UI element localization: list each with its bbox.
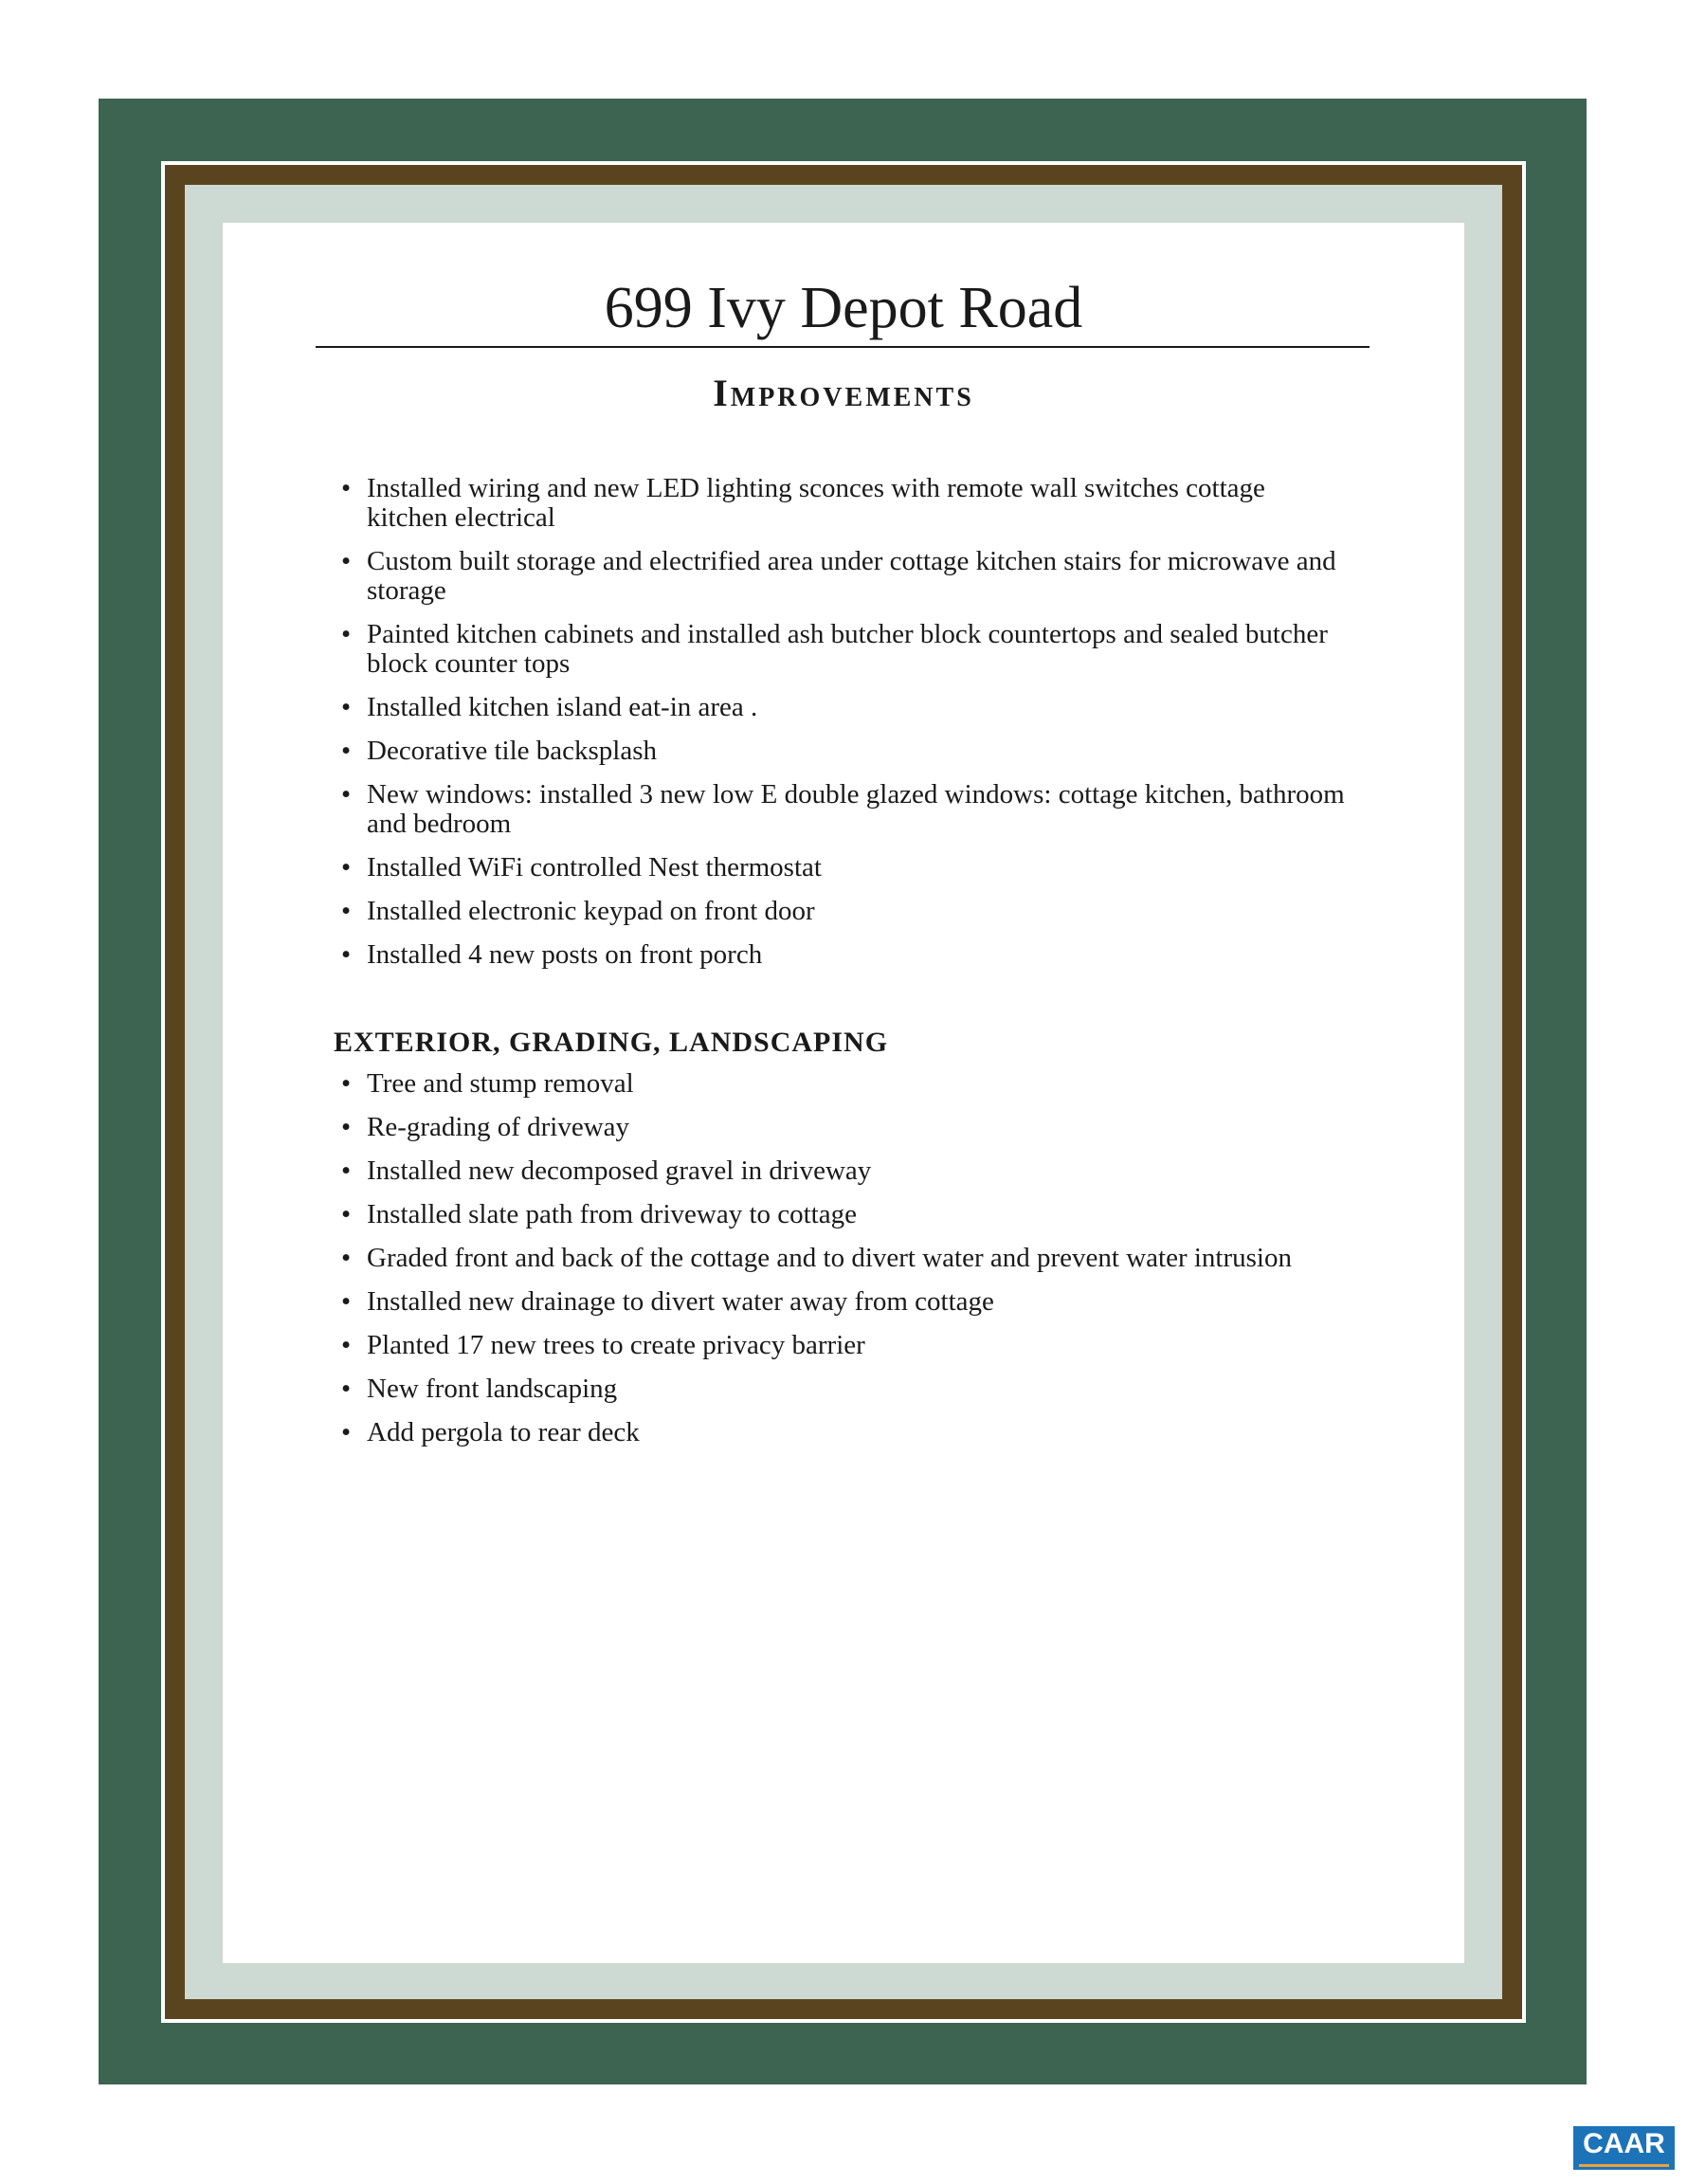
list-item xyxy=(341,780,1346,839)
bullet-icon: • xyxy=(341,1243,352,1273)
list-item xyxy=(341,1374,1346,1404)
list-item xyxy=(341,1418,1346,1447)
improvements-list xyxy=(341,474,1346,984)
list-item xyxy=(341,897,1346,926)
list-item-text: Tree and stump removal xyxy=(367,1068,634,1099)
exterior-section-heading: EXTERIOR, GRADING, LANDSCAPING xyxy=(334,1027,889,1058)
list-item-text: Custom built storage and electrified area under cottage kitchen stairs for microwave and storage xyxy=(367,546,1336,606)
list-item xyxy=(341,1244,1346,1273)
bullet-icon: • xyxy=(341,1330,352,1360)
list-item xyxy=(341,737,1346,766)
list-item-text: New windows: installed 3 new low E double glazed windows: cottage kitchen, bathroom and bedroom xyxy=(367,779,1345,839)
caar-logo xyxy=(1573,2126,1675,2170)
exterior-list xyxy=(341,1069,1346,1462)
list-item-text: Painted kitchen cabinets and installed ash butcher block countertops and sealed butcher block counter tops xyxy=(367,619,1328,679)
list-item-text: Installed new decomposed gravel in driveway xyxy=(367,1156,872,1186)
list-item-text: Installed WiFi controlled Nest thermostat xyxy=(367,852,822,883)
list-item xyxy=(341,693,1346,722)
bullet-icon: • xyxy=(341,779,352,810)
list-item-text: Graded front and back of the cottage and to divert water and prevent water intrusion xyxy=(367,1243,1292,1273)
logo-underline xyxy=(1579,2164,1669,2167)
bullet-icon: • xyxy=(341,896,352,926)
document-page xyxy=(223,223,1464,1963)
bullet-icon: • xyxy=(341,473,352,503)
bullet-icon: • xyxy=(341,852,352,883)
bullet-icon: • xyxy=(341,692,352,722)
bullet-icon: • xyxy=(341,939,352,970)
list-item xyxy=(341,474,1346,533)
list-item-text: Re-grading of driveway xyxy=(367,1112,630,1142)
list-item xyxy=(341,1156,1346,1186)
list-item-text: Installed 4 new posts on front porch xyxy=(367,939,763,970)
page-title: 699 Ivy Depot Road xyxy=(604,276,1083,340)
bullet-icon: • xyxy=(341,1112,352,1142)
list-item xyxy=(341,1287,1346,1317)
list-item xyxy=(341,547,1346,606)
list-item-text: Installed kitchen island eat-in area . xyxy=(367,692,758,722)
list-item xyxy=(341,940,1346,970)
list-item-text: Installed wiring and new LED lighting sconces with remote wall switches cottage kitchen electrical xyxy=(367,473,1265,533)
list-item xyxy=(341,1331,1346,1360)
list-item xyxy=(341,620,1346,679)
bullet-icon: • xyxy=(341,1286,352,1317)
list-item xyxy=(341,1069,1346,1099)
bullet-icon: • xyxy=(341,1374,352,1404)
title-underline xyxy=(316,346,1370,348)
bullet-icon: • xyxy=(341,736,352,766)
bullet-icon: • xyxy=(341,546,352,576)
caar-logo-text: CAAR xyxy=(1583,2128,1665,2159)
list-item-text: Decorative tile backsplash xyxy=(367,736,657,766)
bullet-icon: • xyxy=(341,1156,352,1186)
list-item-text: Installed electronic keypad on front door xyxy=(367,896,815,926)
list-item xyxy=(341,1200,1346,1229)
list-item-text: Planted 17 new trees to create privacy barrier xyxy=(367,1330,865,1360)
page-subtitle: Improvements xyxy=(713,372,974,414)
list-item-text: New front landscaping xyxy=(367,1374,618,1404)
bullet-icon: • xyxy=(341,1068,352,1099)
bullet-icon: • xyxy=(341,619,352,649)
list-item-text: Installed slate path from driveway to cottage xyxy=(367,1199,857,1229)
list-item xyxy=(341,1113,1346,1142)
list-item xyxy=(341,853,1346,883)
bullet-icon: • xyxy=(341,1199,352,1229)
bullet-icon: • xyxy=(341,1417,352,1447)
list-item-text: Installed new drainage to divert water away from cottage xyxy=(367,1286,994,1317)
list-item-text: Add pergola to rear deck xyxy=(367,1417,640,1447)
